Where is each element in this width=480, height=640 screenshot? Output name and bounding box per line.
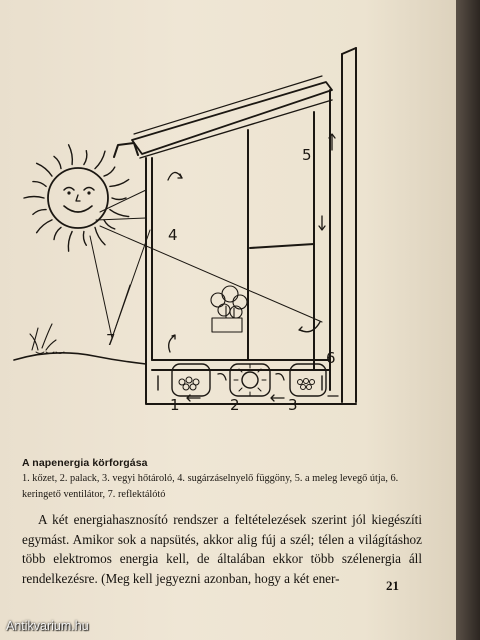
label-5: 5 [302,146,312,164]
figure-caption-title: A napenergia körforgása [22,457,148,469]
sun-ray [104,167,115,176]
sun-ray [68,232,72,252]
reflected-rays [90,190,322,338]
sun-ray [104,220,115,229]
label-3: 3 [288,396,298,414]
label-4: 4 [168,226,178,244]
book-spine-shadow [456,0,480,640]
sun-ray [110,210,129,217]
ground-profile [14,324,146,364]
sun-ray [54,156,61,168]
sun-ray [33,210,46,215]
solar-greenhouse-diagram [0,30,456,440]
watermark-text: Antikvarium.hu [6,619,89,633]
label-7: 7 [106,331,116,349]
sun-ray [54,227,61,239]
storage-units [172,364,326,396]
sun-ray [37,220,52,233]
sun-ray [37,163,52,176]
label-6: 6 [326,349,336,367]
label-2: 2 [230,396,240,414]
sun-ray [69,145,73,165]
sun-ray [83,232,86,246]
page-number: 21 [386,578,399,593]
sun-ray [24,197,44,199]
sun-ray [110,180,129,187]
sun-ray [95,227,105,244]
sun-ray [112,198,126,200]
label-1: 1 [170,396,180,414]
potted-plant [211,286,247,332]
body-paragraph: A két energiahasznosító rendszer a feltételezések szerint jól kiegészíti egymást. Amikor sok a napsütés, akkor alig fúj a szél; télen a világításhoz több elektromos energia kell, de általában ekkor több szélenergia áll rendelkezésre. (Meg kell jegyezni azonban, hogy a két ener- [22,512,422,586]
sun-ray [84,151,87,165]
sun-ray [33,182,46,187]
sun-ray [95,151,105,168]
sun-illustration [24,145,129,251]
figure-caption-legend: 1. kőzet, 2. palack, 3. vegyi hőtároló, 4. sugárzáselnyelő függöny, 5. a meleg levegő útja, 6. keringető ventilátor, 7. reflektálótó [22,473,399,500]
